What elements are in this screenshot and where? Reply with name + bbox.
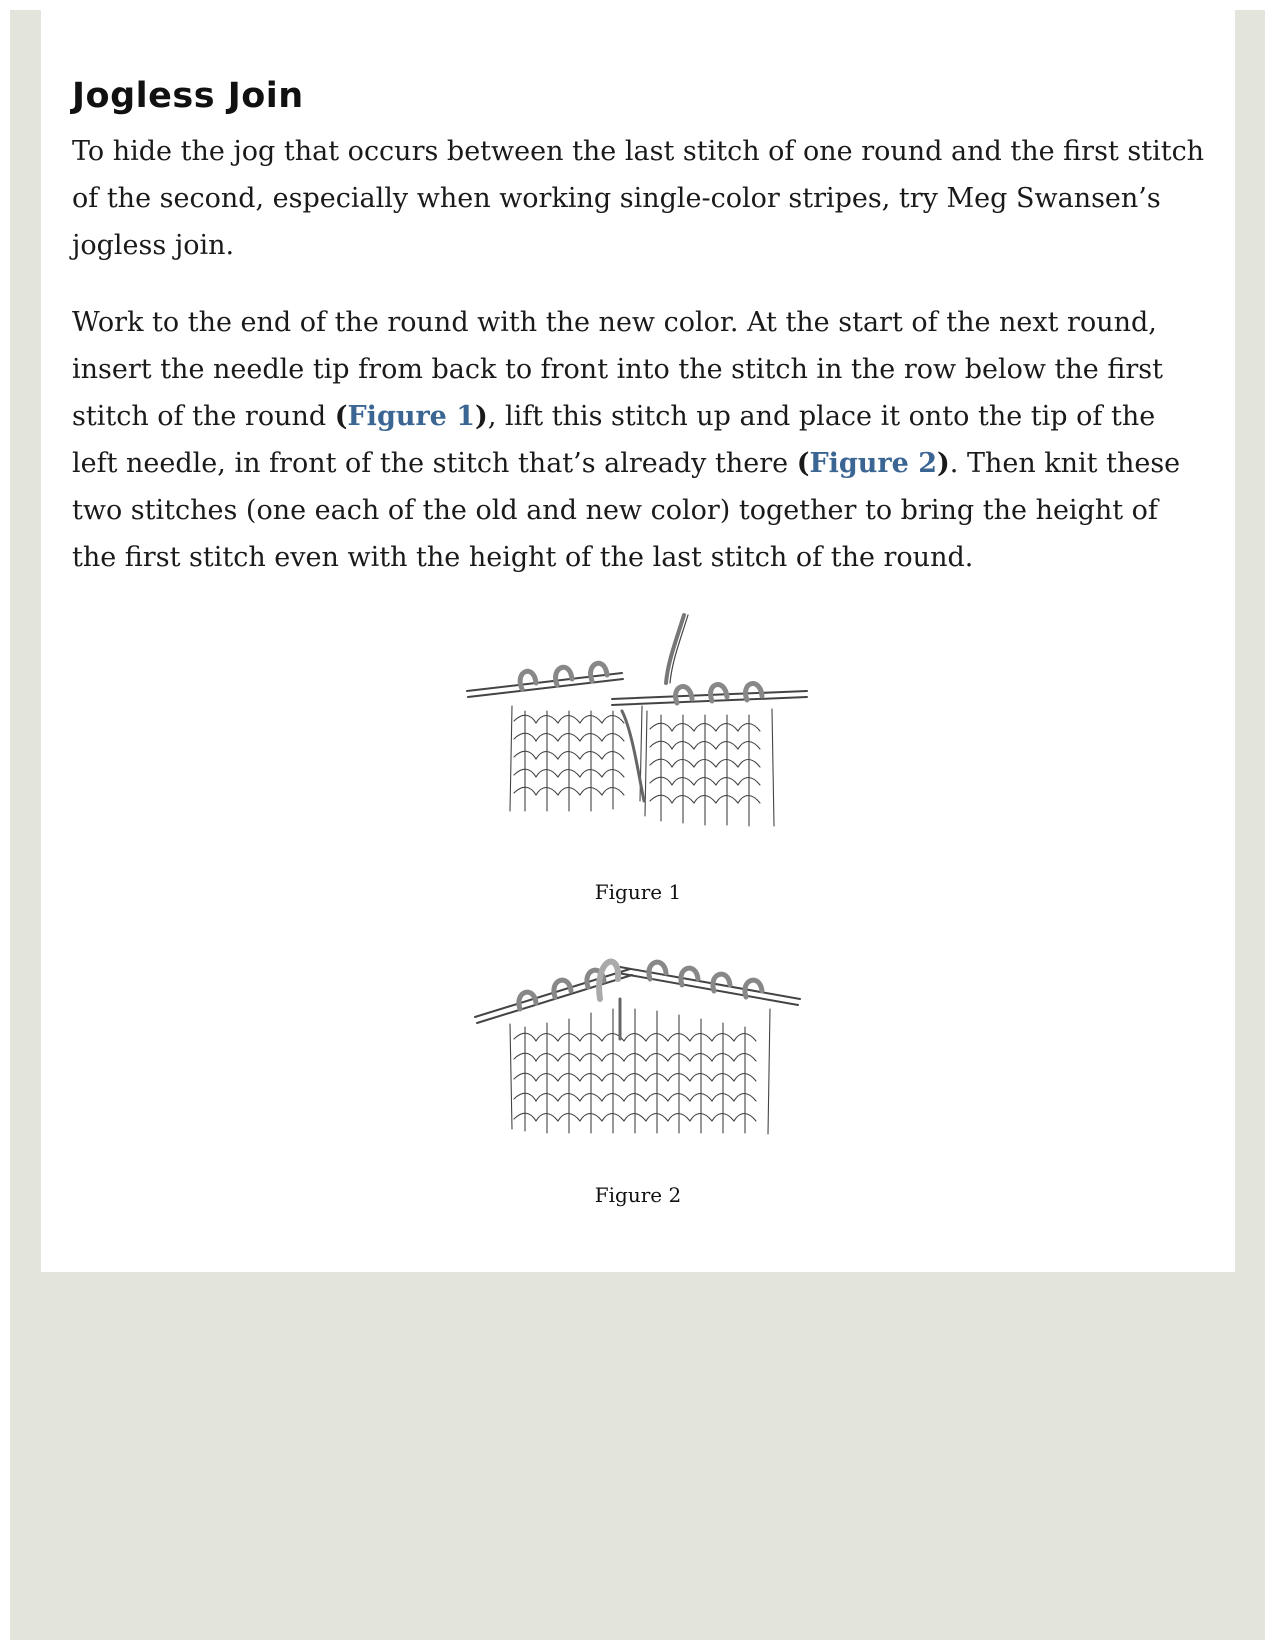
instructions-text-1: Work to the end of the round with the new color. At the start of the next round, insert the needle tip from back to front into the stitch in the row below the first stitch of the round — [72, 307, 1163, 432]
figure-1-link[interactable]: Figure 1 — [347, 401, 476, 432]
knitting-needles-icon — [462, 611, 812, 843]
figure-2-caption: Figure 2 — [594, 1183, 682, 1207]
intro-paragraph: To hide the jog that occurs between the last stitch of one round and the first stitch of the second, especially when working single-color stripes, try Meg Swansen’s jogless join. — [72, 136, 1205, 261]
figure-1-caption: Figure 1 — [594, 880, 682, 904]
figure-2-link[interactable]: Figure 2 — [809, 448, 937, 479]
page-title: Jogless Join — [72, 76, 304, 116]
instructions-text-3: . Then knit these two stitches (one each of the old and new color) together to bring the height of the first stitch even with the height of the last stitch of the round. — [72, 448, 1181, 573]
instructions-text-2: , lift this stitch up and place it onto the tip of the left needle, in front of the stitch that’s already there — [72, 401, 1156, 479]
knitting-needles-icon — [470, 939, 806, 1144]
figure-1-image — [462, 611, 812, 843]
figure-2-image — [470, 939, 806, 1144]
instructions-paragraph: Work to the end of the round with the new color. At the start of the next round, insert the needle tip from back to front into the stitch in the row below the first stitch of the round (Figure 1), lift this stitch up and place it onto the tip of the left needle, in front of the stitch that’s already there (Figure 2). Then knit these two stitches (one each of the old and new color) together to bring the height of the first stitch even with the height of the last stitch of the round. — [72, 307, 1181, 573]
